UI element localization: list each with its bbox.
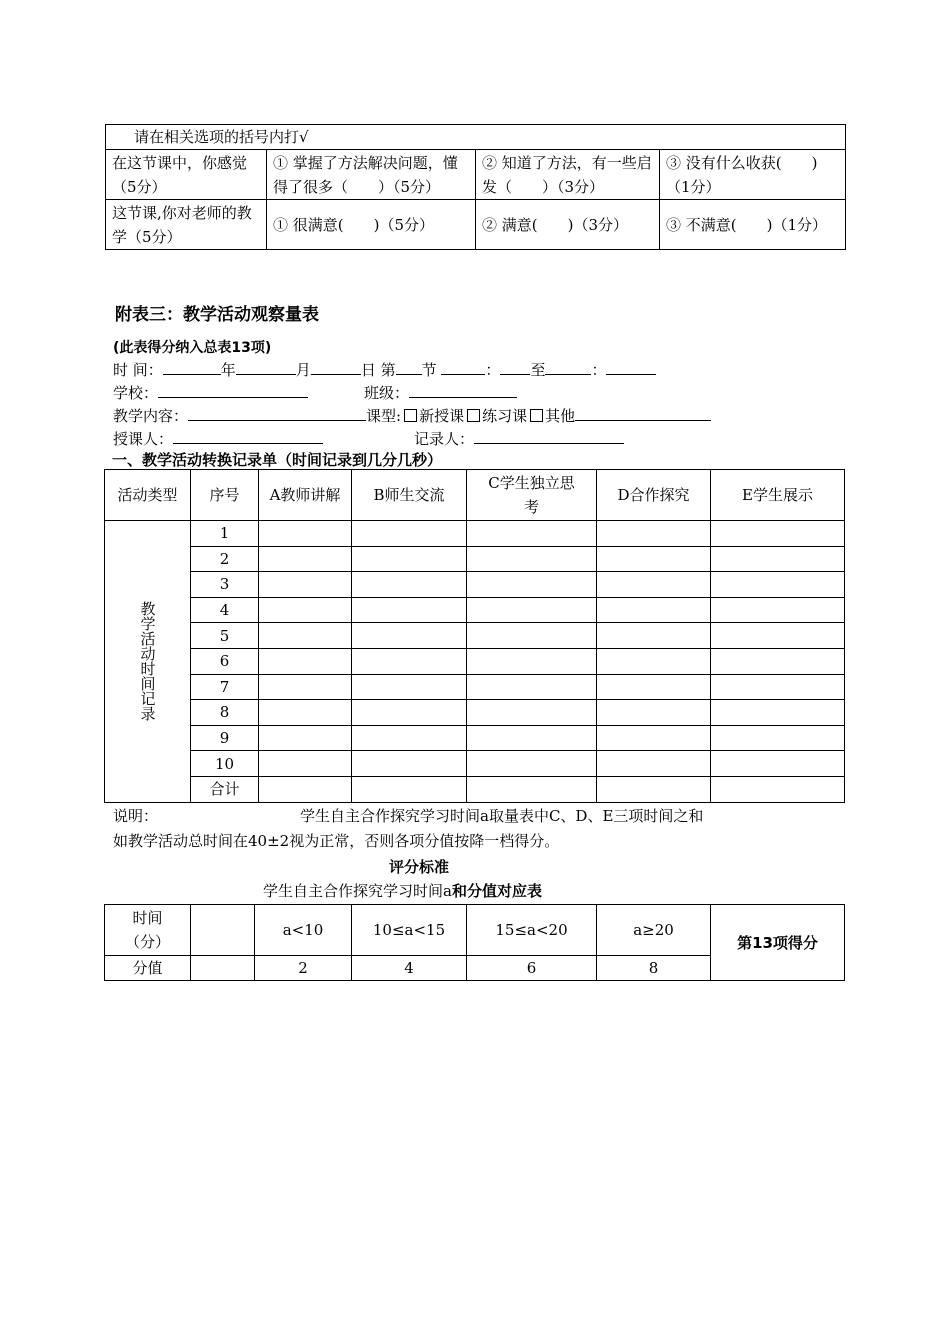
row-cell[interactable] xyxy=(597,572,711,598)
row-cell[interactable] xyxy=(597,776,711,802)
colon-1: ： xyxy=(485,361,501,379)
header-seq: 序号 xyxy=(191,470,259,521)
row-cell[interactable] xyxy=(711,572,845,598)
scoring-subtitle-normal: 学生自主合作探究学习时间a xyxy=(263,882,452,900)
result-label: 第13项得分 xyxy=(711,905,845,981)
scoring-title: 评分标准 xyxy=(389,858,450,876)
row-cell[interactable] xyxy=(711,776,845,802)
row-seq: 3 xyxy=(191,572,259,598)
start-min-blank[interactable] xyxy=(500,358,530,375)
row-seq: 7 xyxy=(191,674,259,700)
school-line xyxy=(113,381,308,404)
school-label: 学校： xyxy=(113,384,159,402)
survey-option: ③ 没有什么收获( )（1分） xyxy=(660,150,846,200)
header-e: E学生展示 xyxy=(711,470,845,521)
survey-option: ① 掌握了方法解决问题，懂得了很多（ ）（5分） xyxy=(267,150,476,200)
di-label: 第 xyxy=(380,361,396,379)
checkbox-new-lesson[interactable] xyxy=(404,409,417,422)
month-label: 月 xyxy=(295,361,311,379)
row-cell[interactable] xyxy=(259,572,352,598)
row-cell[interactable] xyxy=(711,623,845,649)
class-blank[interactable] xyxy=(409,381,517,398)
end-min-blank[interactable] xyxy=(606,358,656,375)
score-cell: 2 xyxy=(255,956,352,981)
row-cell[interactable] xyxy=(467,597,597,623)
row-cell[interactable] xyxy=(711,751,845,777)
row-cell[interactable] xyxy=(597,623,711,649)
checkbox-practice-lesson[interactable] xyxy=(467,409,480,422)
header-c: C学生独立思考 xyxy=(467,470,597,521)
survey-option: ③ 不满意( )（1分） xyxy=(660,200,846,250)
teacher-blank[interactable] xyxy=(173,427,323,444)
row-cell[interactable] xyxy=(467,751,597,777)
row-cell[interactable] xyxy=(597,674,711,700)
row-cell[interactable] xyxy=(467,623,597,649)
score-cell: 4 xyxy=(352,956,467,981)
scoring-subtitle-bold: 和分值对应表 xyxy=(451,882,542,900)
explanation-text2: 如教学活动总时间在40±2视为正常，否则各项分值按降一档得分。 xyxy=(113,832,560,850)
checkbox-other-lesson[interactable] xyxy=(530,409,543,422)
section1-title: 一、教学活动转换记录单（时间记录到几分几秒） xyxy=(112,451,443,469)
range-cell: a<10 xyxy=(255,905,352,956)
survey-option: ① 很满意( )（5分） xyxy=(267,200,476,250)
row-cell[interactable] xyxy=(352,648,467,674)
score-header: 分值 xyxy=(105,956,191,981)
row-seq: 5 xyxy=(191,623,259,649)
survey-question-2: 这节课,你对老师的教学（5分） xyxy=(106,200,267,250)
row-cell[interactable] xyxy=(467,700,597,726)
row-seq: 10 xyxy=(191,751,259,777)
header-b: B师生交流 xyxy=(352,470,467,521)
row-cell[interactable] xyxy=(597,751,711,777)
year-label: 年 xyxy=(220,361,236,379)
row-seq: 6 xyxy=(191,648,259,674)
row-cell[interactable] xyxy=(597,546,711,572)
row-cell[interactable] xyxy=(259,521,352,547)
row-cell[interactable] xyxy=(259,623,352,649)
year-blank[interactable] xyxy=(163,358,221,375)
teacher-label: 授课人： xyxy=(113,430,174,448)
class-line xyxy=(364,381,517,404)
row-cell[interactable] xyxy=(259,648,352,674)
scoring-subtitle xyxy=(263,880,542,902)
row-cell[interactable] xyxy=(352,623,467,649)
teacher-line xyxy=(113,427,323,450)
row-cell[interactable] xyxy=(352,521,467,547)
survey-question-1: 在这节课中，你感觉（5分） xyxy=(106,150,267,200)
content-blank[interactable] xyxy=(188,404,366,421)
appendix-note: (此表得分纳入总表13项) xyxy=(113,340,272,356)
row-cell[interactable] xyxy=(259,751,352,777)
explanation-text1: 学生自主合作探究学习时间a取量表中C、D、E三项时间之和 xyxy=(300,807,704,825)
row-cell[interactable] xyxy=(352,546,467,572)
row-seq: 1 xyxy=(191,521,259,547)
class-label: 班级： xyxy=(364,384,410,402)
row-cell[interactable] xyxy=(711,521,845,547)
row-cell[interactable] xyxy=(259,546,352,572)
row-cell[interactable] xyxy=(597,648,711,674)
content-line xyxy=(113,404,711,427)
row-cell[interactable] xyxy=(711,648,845,674)
row-cell[interactable] xyxy=(467,546,597,572)
survey-table xyxy=(105,124,846,250)
scoring-table xyxy=(104,904,845,981)
appendix-title: 附表三：教学活动观察量表 xyxy=(115,305,319,325)
colon-2: ： xyxy=(591,361,607,379)
row-cell[interactable] xyxy=(259,776,352,802)
row-cell[interactable] xyxy=(711,597,845,623)
row-cell[interactable] xyxy=(259,700,352,726)
range-cell: 15≤a<20 xyxy=(467,905,597,956)
blank-cell xyxy=(191,956,255,981)
row-cell[interactable] xyxy=(597,597,711,623)
row-cell[interactable] xyxy=(467,648,597,674)
row-cell[interactable] xyxy=(259,597,352,623)
school-blank[interactable] xyxy=(158,381,308,398)
survey-option: ② 满意( )（3分） xyxy=(476,200,660,250)
row-cell[interactable] xyxy=(711,674,845,700)
other-blank[interactable] xyxy=(575,404,711,421)
zhi-label: 至 xyxy=(530,361,546,379)
row-cell[interactable] xyxy=(711,700,845,726)
row-cell[interactable] xyxy=(467,776,597,802)
recorder-line xyxy=(414,427,624,450)
row-cell[interactable] xyxy=(352,751,467,777)
content-label: 教学内容： xyxy=(113,407,189,425)
row-cell[interactable] xyxy=(711,725,845,751)
row-cell[interactable] xyxy=(352,597,467,623)
start-hour-blank[interactable] xyxy=(441,358,485,375)
header-activity-type: 活动类型 xyxy=(105,470,191,521)
type-opt2: 练习课 xyxy=(482,407,528,425)
row-cell[interactable] xyxy=(467,572,597,598)
row-cell[interactable] xyxy=(352,700,467,726)
blank-cell xyxy=(191,905,255,956)
recorder-label: 记录人： xyxy=(414,430,475,448)
period-blank[interactable] xyxy=(396,358,422,375)
header-a: A教师讲解 xyxy=(259,470,352,521)
survey-option: ② 知道了方法，有一些启发（ ）（3分） xyxy=(476,150,660,200)
type-opt3: 其他 xyxy=(545,407,576,425)
row-cell[interactable] xyxy=(597,521,711,547)
row-seq: 4 xyxy=(191,597,259,623)
row-cell[interactable] xyxy=(259,725,352,751)
month-blank[interactable] xyxy=(236,358,296,375)
survey-instruction: 请在相关选项的括号内打√ xyxy=(106,125,846,150)
row-cell[interactable] xyxy=(352,725,467,751)
type-label: 课型: xyxy=(366,407,402,425)
row-total: 合计 xyxy=(191,776,259,802)
row-seq: 2 xyxy=(191,546,259,572)
range-cell: 10≤a<15 xyxy=(352,905,467,956)
row-cell[interactable] xyxy=(259,674,352,700)
row-seq: 8 xyxy=(191,700,259,726)
activity-table xyxy=(104,469,845,803)
time-header: 时间（分） xyxy=(105,905,191,956)
day-blank[interactable] xyxy=(311,358,361,375)
row-cell[interactable] xyxy=(467,674,597,700)
row-seq: 9 xyxy=(191,725,259,751)
time-label: 时 间： xyxy=(113,361,163,379)
side-label-cell xyxy=(105,521,191,803)
row-cell[interactable] xyxy=(352,776,467,802)
row-cell[interactable] xyxy=(597,700,711,726)
type-opt1: 新授课 xyxy=(419,407,465,425)
row-cell[interactable] xyxy=(597,725,711,751)
score-cell: 8 xyxy=(597,956,711,981)
row-cell[interactable] xyxy=(352,572,467,598)
explanation-label: 说明： xyxy=(113,807,159,825)
row-cell[interactable] xyxy=(467,725,597,751)
row-cell[interactable] xyxy=(711,546,845,572)
score-cell: 6 xyxy=(467,956,597,981)
row-cell[interactable] xyxy=(467,521,597,547)
end-hour-blank[interactable] xyxy=(545,358,591,375)
recorder-blank[interactable] xyxy=(474,427,624,444)
day-label: 日 xyxy=(360,361,376,379)
row-cell[interactable] xyxy=(352,674,467,700)
side-label: 教学活动时间记录 xyxy=(138,601,157,722)
time-line xyxy=(113,358,656,381)
jie-label: 节 xyxy=(421,361,437,379)
header-d: D合作探究 xyxy=(597,470,711,521)
range-cell: a≥20 xyxy=(597,905,711,956)
